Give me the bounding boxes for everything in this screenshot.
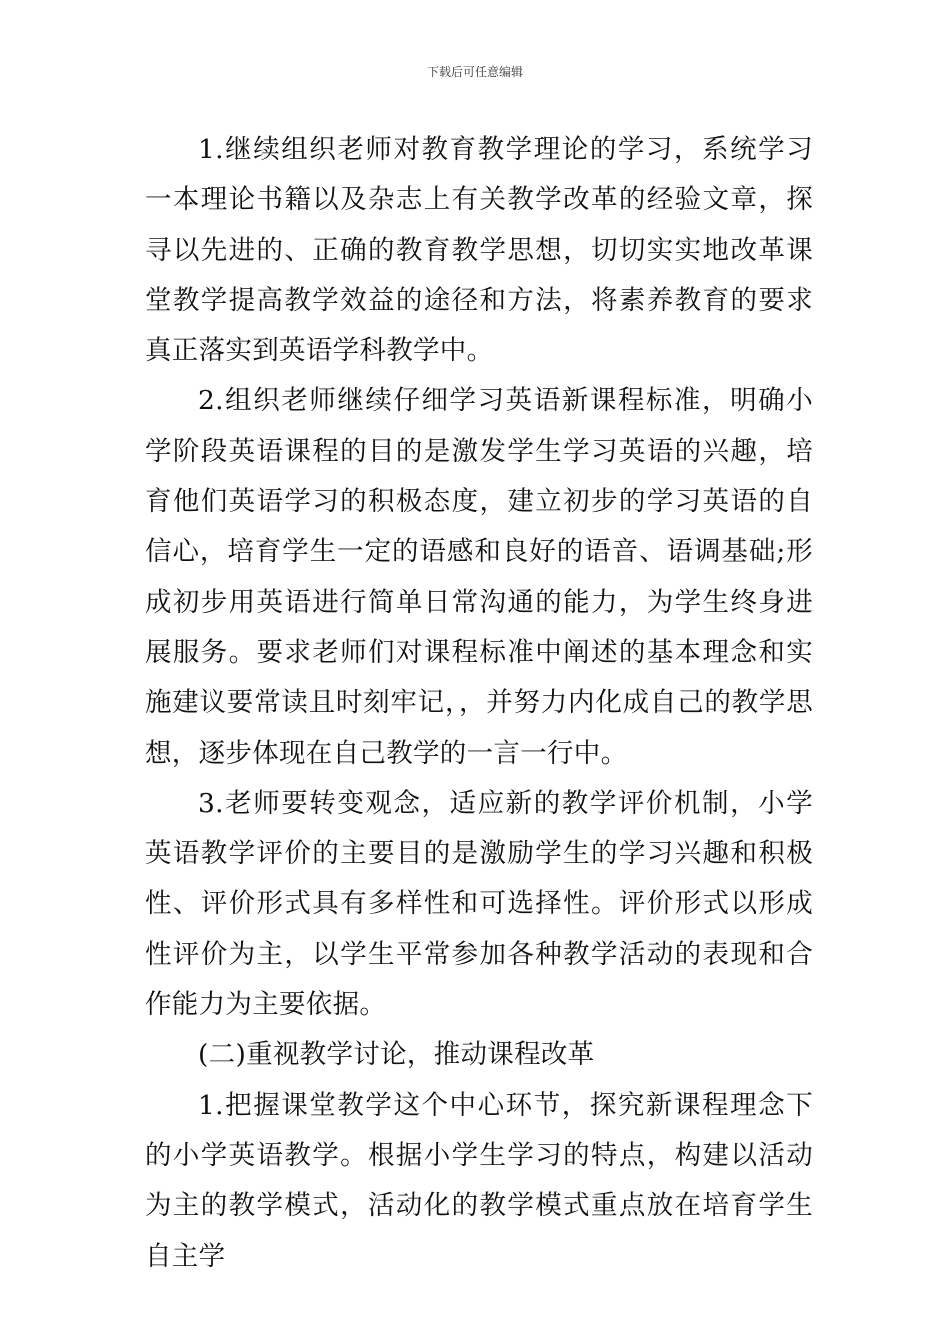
- paragraph-2: 2.组织老师继续仔细学习英语新课程标准，明确小学阶段英语课程的目的是激发学生学习英语的兴趣，培育他们英语学习的积极态度，建立初步的学习英语的自信心，培育学生一定的语感和良好的语音、语调基础;形成初步用英语进行简单日常沟通的能力，为学生终身进展服务。要求老师们对课程标准中阐述的基本理念和实施建议要常读且时刻牢记，，并努力内化成自己的教学思想，逐步体现在自己教学的一言一行中。: [145, 385, 813, 769]
- section-heading: (二)重视教学讨论，推动课程改革: [198, 1039, 595, 1071]
- paragraph-3: 3.老师要转变观念，适应新的教学评价机制，小学英语教学评价的主要目的是激励学生的学习兴趣和积极性、评价形式具有多样性和可选择性。评价形式以形成性评价为主，以学生平常参加各种教学活动的表现和合作能力为主要依据。: [145, 787, 813, 1021]
- page-header: 下载后可任意编辑: [426, 65, 523, 79]
- paragraph-4: 1.把握课堂教学这个中心环节，探究新课程理念下的小学英语教学。根据小学生学习的特点，构建以活动为主的教学模式，活动化的教学模式重点放在培育学生自主学: [145, 1089, 813, 1272]
- paragraph-1: 1.继续组织老师对教育教学理论的学习，系统学习一本理论书籍以及杂志上有关教学改革的经验文章，探寻以先进的、正确的教育教学思想，切切实实地改革课堂教学提高教学效益的途径和方法，将素养教育的要求真正落实到英语学科教学中。: [145, 134, 813, 367]
- document-body: [145, 125, 813, 1282]
